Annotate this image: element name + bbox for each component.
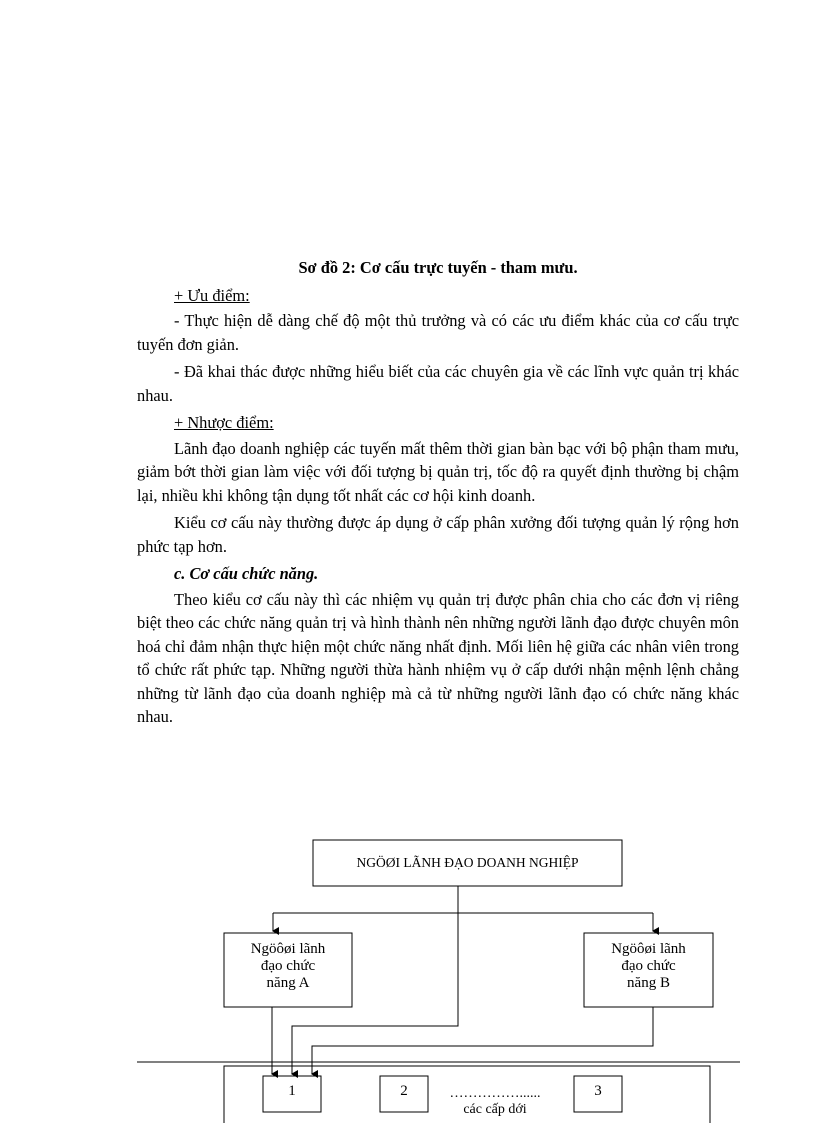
leader-a-line-3: năng A <box>266 975 310 991</box>
lower-levels-label: các cấp dới <box>463 1102 527 1117</box>
document-page: Sơ đồ 2: Cơ cấu trực tuyến - tham mưu. + Ưu điểm: - Thực hiện dễ dàng chế độ một thủ trưởng và có các ưu điểm khác của cơ cấu trực tuyến đơn giản. - Đã khai thác được những hiểu biết của các chuyên gia về các lĩnh vực quản trị khác nhau. + Nhược điểm: Lãnh đạo doanh nghiệp các tuyến mất thêm thời gian bàn bạc với bộ phận tham mưu, giảm bớt thời gian làm việc với đối tượng bị quản trị, tốc độ ra quyết định thường bị chậm lại, nhiều khi không tận dụng tốt nhất các cơ hội kinh doanh. Kiểu cơ cấu này thường được áp dụng ở cấp phân xưởng đối tượng quản lý rộng hơn phức tạp hơn. c. Cơ cấu chức năng. Theo kiểu cơ cấu này thì các nhiệm vụ quản trị được phân chia cho các đơn vị riêng biệt theo các chức năng quản trị và hình thành nên những người lãnh đạo được chuyên môn hoá chỉ đảm nhận thực hiện một chức năng nhất định. Mối liên hệ giữa các nhân viên trong tổ chức rất phức tạp. Những người thừa hành nhiệm vụ ở cấp dưới nhận mệnh lệnh chẳng những từ lãnh đạo của doanh nghiệp mà cả từ những người lãnh đạo có chức năng khác nhau. NGÖØI LÃNH ĐẠO DOANH NGHIỆP Ngöôøi lãnh đạo chức năng A Ngöôøi lãnh đạo chức năng B 1 2 3 ……………...... các cấp dới <box>0 0 816 1123</box>
unit-1-label: 1 <box>288 1083 296 1099</box>
section-c-heading: c. Cơ cấu chức năng. <box>174 564 319 583</box>
leader-b-label <box>584 941 713 992</box>
leader-a-line-2: đạo chức <box>260 958 316 974</box>
applied-paragraph: Kiểu cơ cấu này thường được áp dụng ở cấp phân xưởng đối tượng quản lý rộng hơn phức tạp hơn. <box>137 513 739 556</box>
arrow-top-to-unit-1 <box>292 913 458 1074</box>
ellipsis-label: ……………...... <box>449 1086 541 1101</box>
disadvantages-heading: + Nhược điểm: <box>174 413 274 432</box>
advantage-paragraph-1: - Thực hiện dễ dàng chế độ một thủ trưởng và có các ưu điểm khác của cơ cấu trực tuyến đơn giản. <box>137 311 739 354</box>
arrow-leader-b-to-unit-1 <box>312 1007 653 1074</box>
leader-b-line-1: Ngöôøi lãnh <box>611 941 686 957</box>
top-box-label: NGÖØI LÃNH ĐẠO DOANH NGHIỆP <box>356 855 579 870</box>
leader-b-line-3: năng B <box>627 975 670 991</box>
advantage-paragraph-2: - Đã khai thác được những hiểu biết của các chuyên gia về các lĩnh vực quản trị khác nhau. <box>137 362 739 405</box>
unit-2-label: 2 <box>400 1083 408 1099</box>
section-c-paragraph: Theo kiểu cơ cấu này thì các nhiệm vụ quản trị được phân chia cho các đơn vị riêng biệt theo các chức năng quản trị và hình thành nên những người lãnh đạo được chuyên môn hoá chỉ đảm nhận thực hiện một chức năng nhất định. Mối liên hệ giữa các nhân viên trong tổ chức rất phức tạp. Những người thừa hành nhiệm vụ ở cấp dưới nhận mệnh lệnh chẳng những từ lãnh đạo của doanh nghiệp mà cả từ những người lãnh đạo có chức năng khác nhau. <box>137 589 739 726</box>
disadvantage-paragraph: Lãnh đạo doanh nghiệp các tuyến mất thêm thời gian bàn bạc với bộ phận tham mưu, giảm bớt thời gian làm việc với đối tượng bị quản trị, tốc độ ra quyết định thường bị chậm lại, nhiều khi không tận dụng tốt nhất các cơ hội kinh doanh. <box>137 438 739 505</box>
leader-a-line-1: Ngöôøi lãnh <box>250 941 326 957</box>
advantages-heading: + Ưu điểm: <box>174 285 250 305</box>
leader-b-line-2: đạo chức <box>621 958 676 974</box>
figure-caption: Sơ đồ 2: Cơ cấu trực tuyến - tham mưu. <box>298 258 578 277</box>
leader-a-label <box>224 941 352 992</box>
